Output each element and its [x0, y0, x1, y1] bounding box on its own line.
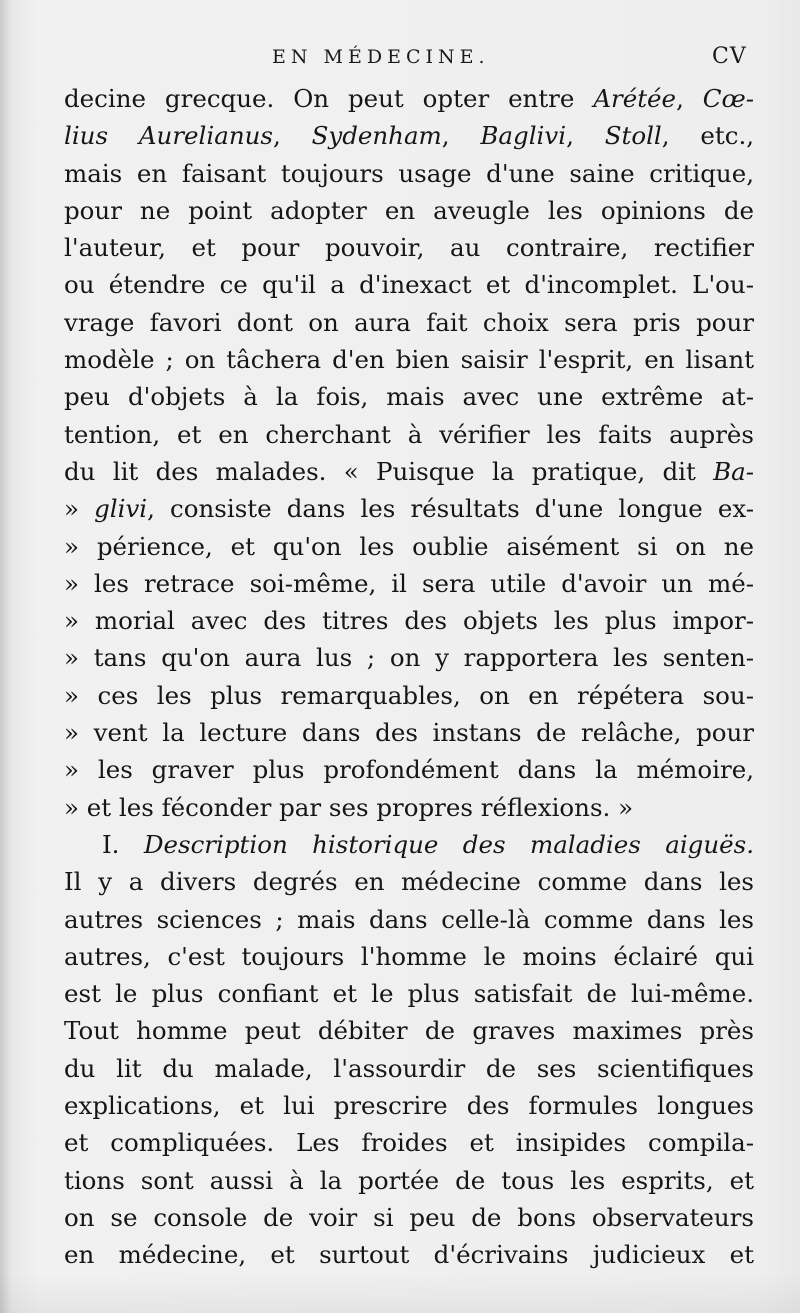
text-line: l'auteur, et pour pouvoir, au contraire, rectifier	[64, 233, 754, 263]
text-line: decine grecque. On peut opter entre Arétée, Cœ-	[64, 84, 754, 113]
text-line: » ces les plus remarquables, on en répétera sou-	[64, 680, 754, 710]
page-number: CV	[712, 44, 747, 69]
text-line: autres, c'est toujours l'homme le moins éclairé qui	[64, 941, 754, 971]
section-title: Description historique des maladies aiguës.	[143, 829, 754, 859]
text-line: est le plus confiant et le plus satisfait de lui-même.	[64, 979, 754, 1009]
author-name: Ba-	[713, 456, 754, 486]
text-line: » les graver plus profondément dans la mémoire,	[64, 755, 754, 785]
text-line: modèle ; on tâchera d'en bien saisir l'esprit, en lisant	[64, 345, 754, 375]
text-line: du lit des malades. « Puisque la pratique, dit Ba-	[64, 456, 754, 486]
author-name: Baglivi	[480, 121, 567, 151]
text-line: vrage favori dont on aura fait choix sera pris pour	[64, 307, 754, 337]
text-line: explications, et lui prescrire des formules longues	[64, 1091, 754, 1121]
text-line: Il y a divers degrés en médecine comme dans les	[64, 867, 754, 897]
author-name: Arétée	[593, 84, 677, 113]
text-line: pour ne point adopter en aveugle les opinions de	[64, 195, 754, 225]
text-line: tention, et en cherchant à vérifier les faits auprès	[64, 419, 754, 449]
text-line: » glivi, consiste dans les résultats d'une longue ex-	[64, 494, 754, 524]
page-shadow	[0, 1273, 800, 1313]
author-name: lius Aurelianus	[64, 121, 273, 151]
text-line: peu d'objets à la fois, mais avec une extrême at-	[64, 382, 754, 412]
text-line: Tout homme peut débiter de graves maximes près	[64, 1016, 754, 1046]
text-line: » périence, et qu'on les oublie aisément si on ne	[64, 531, 754, 561]
text-line: du lit du malade, l'assourdir de ses scientifiques	[64, 1053, 754, 1083]
text-line: et compliquées. Les froides et insipides compila-	[64, 1128, 754, 1158]
running-head: EN MÉDECINE.	[272, 46, 490, 68]
text-line: » tans qu'on aura lus ; on y rapportera les senten-	[64, 643, 754, 673]
author-name: glivi	[94, 494, 148, 524]
text-line: on se console de voir si peu de bons observateurs	[64, 1202, 754, 1232]
section-heading: I. Description historique des maladies aiguës.	[102, 829, 754, 859]
author-name: Sydenham	[311, 121, 442, 151]
text-line: lius Aurelianus, Sydenham, Baglivi, Stoll, etc.,	[64, 121, 754, 151]
text-line: en médecine, et surtout d'écrivains judicieux et	[64, 1240, 754, 1270]
author-name: Stoll	[604, 121, 662, 151]
text-line: » et les féconder par ses propres réflexions. »	[64, 792, 634, 822]
text-line: » vent la lecture dans des instans de relâche, pour	[64, 718, 754, 748]
text-line: mais en faisant toujours usage d'une saine critique,	[64, 158, 754, 188]
text-line: tions sont aussi à la portée de tous les esprits, et	[64, 1165, 754, 1195]
body-text	[64, 80, 754, 1274]
text-line: autres sciences ; mais dans celle-là comme dans les	[64, 904, 754, 934]
text-line: ou étendre ce qu'il a d'inexact et d'incomplet. L'ou-	[64, 270, 754, 300]
text-line: » les retrace soi-même, il sera utile d'avoir un mé-	[64, 568, 754, 598]
page-header	[0, 38, 800, 78]
text-line: » morial avec des titres des objets les plus impor-	[64, 606, 754, 636]
author-name: Cœ-	[702, 84, 754, 113]
